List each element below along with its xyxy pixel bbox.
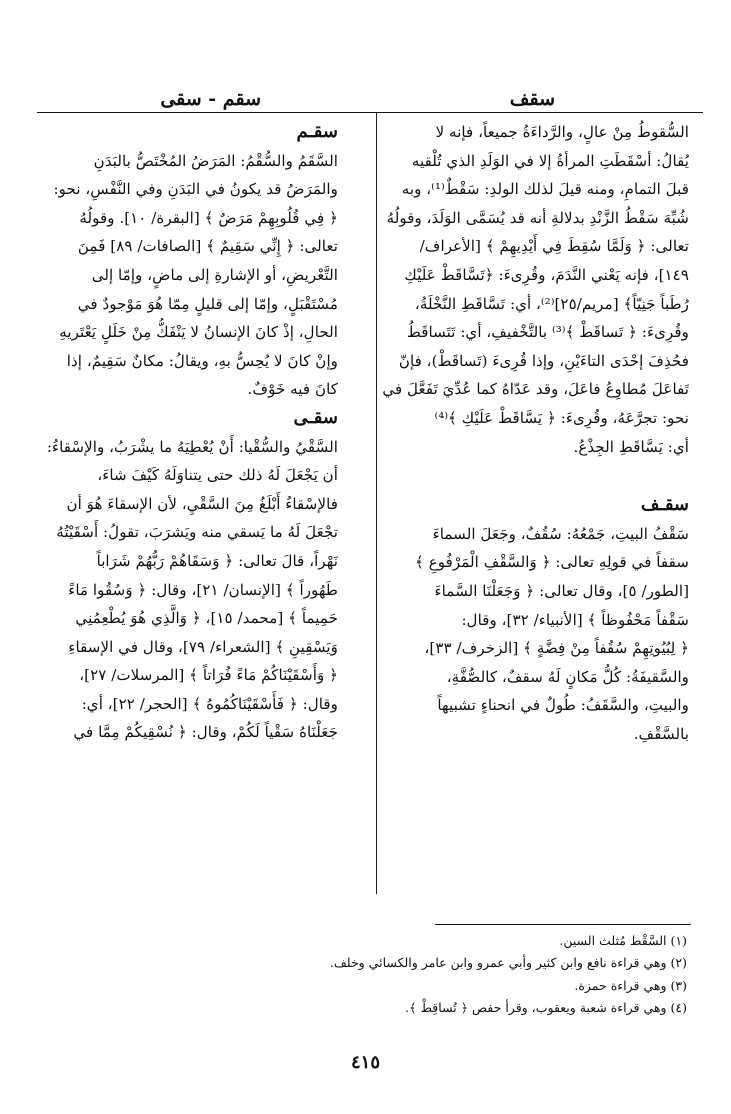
- text-line: أن يَجْعَلَ لَهُ ذلك حتى يتناوَلَهُ كَيْفَ شاءَ،: [97, 466, 338, 485]
- text-line: الحالِ، إذْ كانَ الإنسانُ لا يَنْفَكُّ مِنْ خَلَلٍ يَعْتَريهِ: [59, 323, 338, 342]
- text-line: تَفاعَلَ مُطاوِعُ فاعَلَ، وقد عَدّاهُ كما عُدِّيَ تَفَعَّلَ في: [382, 380, 689, 399]
- entry-heading: سقـى: [293, 406, 338, 428]
- text-line: وَيَسْقِينِ ﴾ [الشعراء/ ٧٩]، وقال في الإسقاءِ: [68, 637, 338, 656]
- text-line: والبيتِ، والسَّقَفُ: طُولٌ في انحناءٍ تشبيهاً: [437, 696, 689, 715]
- text-line: قبلَ التمامِ، ومنه قيلَ لذلك الولدِ: سَقْطٌ⁽¹⁾، وبه: [401, 180, 689, 199]
- text-line: مُسْتَقْبَلٍ، وإمّا إلى قليلٍ مِمّا هُوَ مَوْجودٌ في: [77, 294, 338, 313]
- text-line: تعالى: ﴿ وَلَمَّا سُقِطَ فِي أَيْدِيهِمْ ﴾ [الأعراف/: [419, 237, 689, 256]
- text-line: رُطَباً جَنِيّاً﴾ [مريم/٢٥]⁽²⁾، أي: تَسَّاقَطِ النَّخْلَةُ،: [414, 294, 689, 313]
- text-line: فحُذِفَ إحْدَى التاءَيْنِ، وإذا قُرِىءَ (تَساقَطْ)، فإنّ: [398, 351, 689, 370]
- text-line: السَّقَمُ والسُّقْمُ: المَرَضُ المُخْتَصُّ بالبَدَنِ: [93, 151, 338, 170]
- text-line: شُبِّهَ سَقْطُ الزَّنْدِ بدلالةِ أنه قد يُسَمَّى الوَلَدَ، وقولُهُ: [386, 208, 689, 227]
- text-line: والمَرَضُ قد يكونُ في البَدَنِ وفي النَّفْسِ، نحو:: [53, 180, 338, 199]
- text-line: ﴿ لِبُيُوتِهِمْ سُقُفاً مِنْ فِضَّةٍ ﴾ [الزخرف/ ٣٣]،: [424, 639, 689, 658]
- text-line: طَهُوراً ﴾ [الإنسان/ ٢١]، وقال: ﴿ وَسُقُوا مَاءً: [68, 580, 338, 599]
- text-line: نحو: تجرَّعَهُ، وقُرِىءَ: ﴿ يَسَّاقَطْ عَلَيْكِ ﴾⁽⁴⁾: [434, 408, 689, 427]
- text-line: ﴿ فِي قُلُوبِهِمْ مَرَضٌ ﴾ [البقرة/ ١٠]. وقولُهُ: [79, 208, 338, 227]
- running-header-right: سقف: [509, 88, 555, 110]
- left-column: [16, 118, 338, 747]
- footnote: (٣) وهي قراءة حمزة.: [574, 977, 687, 993]
- text-line: السُّقوطُ مِنْ عالٍ، والرَّداءَةُ جميعاً، فإنه لا: [435, 123, 689, 141]
- text-line: وقال: ﴿ فَأَسْقَيْنَاكُمُوهُ ﴾ [الحجر/ ٢٢]، أي:: [81, 694, 338, 713]
- text-line: والسَّقيفَةُ: كُلُّ مَكانٍ لَهُ سقفٌ، كالصُّفَّةِ،: [446, 667, 689, 686]
- text-line: نَهْراً، قالَ تعالى: ﴿ وَسَقَاهُمْ رَبُّهُمْ شَرَاباً: [96, 551, 338, 570]
- text-line: سَقْفُ البيتِ، جَمْعُهُ: سُقُفٌ، وجَعَلَ السماءَ: [432, 524, 689, 543]
- text-line: [الطور/ ٥]، وقال تعالى: ﴿ وَجَعَلْنَا السَّماءَ: [434, 581, 689, 600]
- text-line: تجْعَلَ لَهُ ما يَسقي منه ويَشرَبَ، تقولُ: أَسْقَيْتُهُ: [56, 523, 338, 542]
- text-line: ١٤٩]، فإنه يَعْني النَّدَمَ، وقُرِىءَ: ﴿تَسَّاقَطْ عَلَيْكِ: [404, 265, 689, 284]
- footnote-rule: [435, 924, 691, 925]
- text-line: يُقالُ: أسْقَطَتِ المرأةُ إلا في الوَلَدِ الذي تُلْقيه: [411, 151, 689, 170]
- footnote: (١) السَّقْط مُثلث السين.: [559, 933, 687, 948]
- text-line: جَعَلْنَاهُ سَقْياً لَكُمْ، وقال: ﴿ نُسْقِيكُمْ مِمَّا في: [73, 723, 338, 742]
- footnote: (٤) وهي قراءة شعبة ويعقوب، وقرأ حفص ﴿ تُساقِطْ ﴾.: [405, 1000, 687, 1016]
- text-line: حَمِيماً ﴾ [محمد/ ١٥]، ﴿ وَالَّذِي هُوَ يُطْعِمُنِي: [75, 609, 338, 628]
- footnote: (٢) وهي قراءة نافع وابن كثير وأبي عمرو وابن عامر والكسائي وخلف.: [329, 955, 687, 971]
- text-line: أي: يَسَّاقَطِ الجِذْعُ.: [573, 437, 689, 456]
- entry-heading: سقـم: [296, 121, 338, 142]
- running-header-left: سقم - سقى: [160, 88, 261, 110]
- text-line: فالإسْقاءُ أَبْلَغُ مِنَ السَّقْيِ، لأن الإسقاءَ هُوَ أن: [66, 494, 338, 513]
- text-line: ﴿ وَأَسْقَيْنَاكُمْ مَاءً فُرَاتاً ﴾ [المرسلات/ ٢٧]،: [79, 666, 338, 685]
- text-line: كانَ فيه خَوْفٌ.: [247, 380, 338, 399]
- text-line: بالسَّقْفِ.: [633, 724, 689, 743]
- right-column: [363, 118, 689, 748]
- header-rule: [37, 112, 703, 113]
- text-line: التَّعْريضِ، أو الإشارةِ إلى ماضٍ، وإمّا إلى: [91, 265, 338, 284]
- text-line: تعالى: ﴿ إِنِّي سَقِيمٌ ﴾ [الصافات/ ٨٩] فَمِنَ: [77, 237, 338, 256]
- text-line: وإنْ كانَ لا يُحِسُّ بهِ، ويقالُ: مكانٌ سَقِيمٌ، إذا: [66, 351, 338, 370]
- text-line: السَّقْيُ والسُّقْيا: أَنْ يُعْطِيَهُ ما يشْرَبُ، والإسْقاءُ:: [46, 437, 338, 456]
- page-number: ٤١٥: [350, 1052, 380, 1073]
- text-line: سقفاً في قولِهِ تعالى: ﴿ وَالسَّقْفِ الْمَرْفُوعِ ﴾: [415, 553, 689, 572]
- footnotes: [47, 930, 687, 1020]
- text-line: وقُرِىءَ: ﴿ تَساقَطْ ﴾⁽³⁾ بالتَّخْفيفِ، أي: تَتَساقَطُ: [406, 323, 689, 342]
- entry-heading: سقـف: [640, 494, 689, 516]
- text-line: سَقْفاً مَحْفُوظاً ﴾ [الأنبياء/ ٣٢]، وقال:: [461, 610, 689, 629]
